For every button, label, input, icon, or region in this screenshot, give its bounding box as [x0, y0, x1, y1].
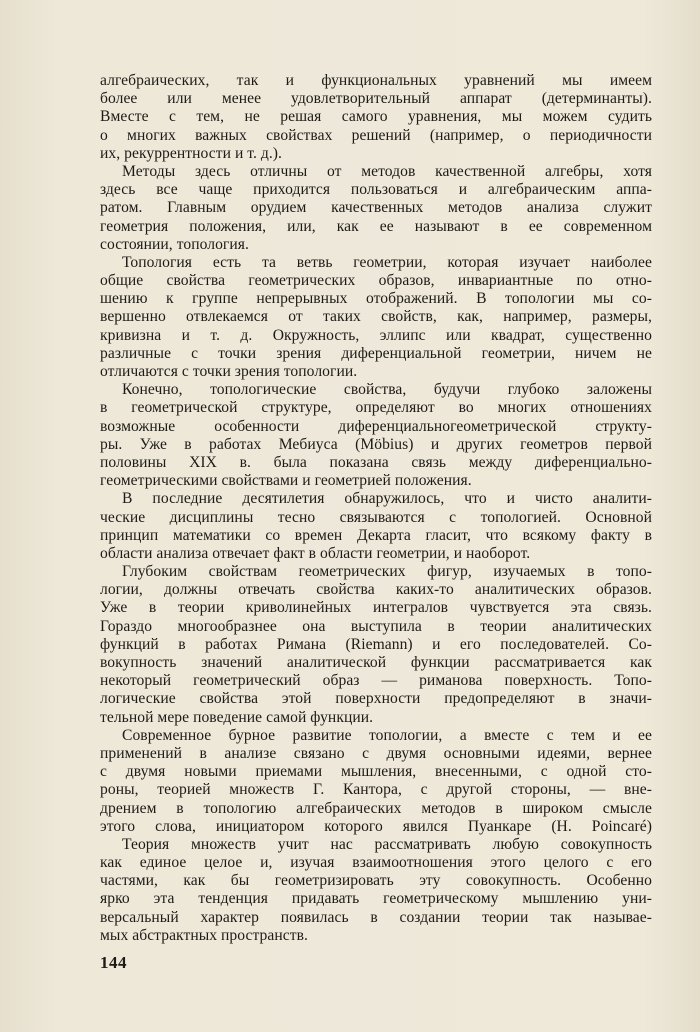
text-line: Гораздо многообразнее она выступила в теории аналитических [100, 617, 652, 635]
text-line: как единое целое и, изучая взаимоотношения этого целого с его [100, 854, 652, 872]
text-line: Топология есть та ветвь геометрии, которая изучает наиболее [122, 253, 652, 271]
text-line: частями, как бы геометризировать эту совокупность. Особенно [100, 872, 652, 890]
text-line: различные с точки зрения диференциальной геометрии, ничем не [100, 344, 652, 362]
paragraph-5 [100, 490, 652, 563]
paragraph-3 [100, 254, 652, 381]
paragraph-8 [100, 836, 652, 945]
text-line: вокупность значений аналитической функции рассматривается как [100, 654, 652, 671]
text-line: версальный характер появилась в создании теории так называе- [100, 908, 652, 926]
text-line: алгебраических, так и функциональных уравнений мы имеем [100, 72, 652, 89]
text-line: о многих важных свойствах решений (например, о периодичности [100, 126, 652, 144]
text-line: более или менее удовлетворительный аппарат (детерминанты). [100, 90, 652, 108]
text-line: дрением в топологию алгебраических методов в широком смысле [100, 799, 652, 817]
text-line: состоянии, топология. [100, 235, 249, 253]
text-line: кривизна и т. д. Окружность, эллипс или квадрат, существенно [100, 326, 652, 344]
text-line: общие свойства геометрических образов, инвариантные по отно- [100, 272, 652, 290]
body-text [100, 72, 652, 945]
paragraph-6 [100, 563, 652, 727]
text-line: геометрия положения, или, как ее называют в ее современном [100, 217, 652, 235]
text-line: логии, должны отвечать свойства каких-то аналитических образов. [100, 581, 652, 599]
text-line: геометрическими свойствами и геометрией положения. [100, 472, 472, 490]
text-line: ярко эта тенденция придавать геометрическому мышлению уни- [100, 890, 652, 908]
text-line: в геометрической структуре, определяют во многих отношениях [100, 399, 652, 417]
text-line: Современное бурное развитие топологии, а вместе с тем и ее [122, 726, 652, 744]
text-line: Теория множеств учит нас рассматривать любую совокупность [122, 835, 652, 853]
text-line: этого слова, инициатором которого явился Пуанкаре (H. Poincaré) [100, 817, 652, 835]
text-line: некоторый геометрический образ — риманова поверхность. Топо- [100, 672, 652, 690]
text-line: Глубоким свойствам геометрических фигур, изучаемых в топо- [122, 563, 652, 581]
text-line: Конечно, топологические свойства, будучи глубоко заложены [122, 381, 652, 399]
paragraph-4 [100, 381, 652, 490]
text-line: принцип математики со времен Декарта гласит, что всякому факту в [100, 526, 652, 544]
text-line: Уже в теории криволинейных интегралов чувствуется эта связь. [100, 599, 652, 617]
page-number: 144 [100, 953, 127, 972]
text-line: здесь все чаще приходится пользоваться и алгебраическим аппа- [100, 181, 652, 199]
text-line: области анализа отвечает факт в области геометрии, и наоборот. [100, 544, 531, 562]
text-line: отличаются с точки зрения топологии. [100, 363, 358, 380]
text-line: мых абстрактных пространств. [100, 926, 308, 944]
text-line: применений в анализе связано с двумя основными идеями, вернее [100, 744, 652, 762]
text-line: с двумя новыми приемами мышления, внесенными, с одной сто- [100, 763, 652, 781]
text-line: ратом. Главным орудием качественных методов анализа служит [100, 199, 652, 217]
paragraph-2 [100, 163, 652, 254]
text-line: роны, теорией множеств Г. Кантора, с другой стороны, — вне- [100, 781, 652, 799]
text-line: Вместе с тем, не решая самого уравнения, мы можем судить [100, 108, 652, 126]
text-line: половины XIX в. была показана связь между диференциально- [100, 453, 652, 471]
text-line: вершенно отвлекаемся от таких свойств, как, например, размеры, [100, 308, 652, 326]
text-line: Методы здесь отличны от методов качественной алгебры, хотя [122, 162, 652, 180]
paragraph-7 [100, 727, 652, 836]
text-line: ческие дисциплины тесно связываются с топологией. Основной [100, 508, 652, 526]
text-line: функций в работах Римана (Riemann) и его последователей. Со- [100, 635, 652, 653]
text-line: их, рекуррентности и т. д.). [100, 144, 282, 162]
text-line: логические свойства этой поверхности предопределяют в значи- [100, 690, 652, 708]
text-line: шению к группе непрерывных отображений. В топологии мы со- [100, 290, 652, 308]
text-line: возможные особенности диференциальногеометрической структу- [100, 417, 652, 435]
text-line: В последние десятилетия обнаружилось, что и чисто аналити- [122, 490, 652, 508]
text-line: ры. Уже в работах Мебиуса (Möbius) и других геометров первой [100, 435, 652, 453]
paragraph-1 [100, 72, 652, 163]
text-line: тельной мере поведение самой функции. [100, 708, 374, 726]
